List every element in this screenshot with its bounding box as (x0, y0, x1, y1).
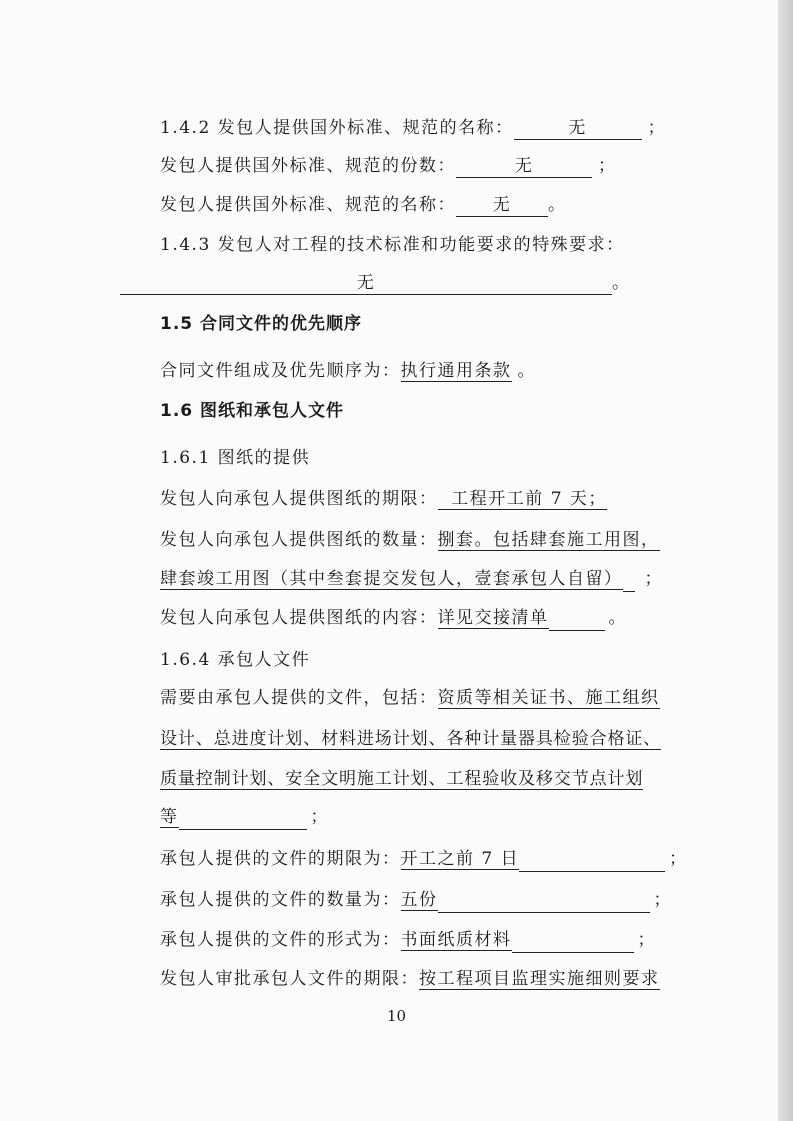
field-value: 工程开工前 7 天； (437, 489, 607, 509)
field-label: 承包人提供的文件的形式为： (160, 930, 401, 950)
field-value: 五份 (400, 890, 438, 910)
page-number: 10 (386, 1007, 407, 1025)
field-value: 无 (514, 117, 642, 140)
special-requirements-line (120, 271, 631, 295)
drawing-content-line (160, 606, 627, 631)
document-quantity-line (160, 888, 672, 913)
punctuation: 。 (517, 361, 536, 381)
field-value: 无 (456, 194, 548, 217)
field-value: 书面纸质材料 (400, 930, 512, 950)
field-value: 资质等相关证书、施工组织 (437, 688, 660, 708)
field-value: 质量控制计划、安全文明施工计划、工程验收及移交节点计划 (160, 769, 644, 789)
contractor-documents-line (160, 686, 660, 710)
blank-fill (623, 567, 635, 592)
blank-fill (438, 888, 650, 913)
clause-1-4-3-line (160, 233, 625, 257)
scan-edge-shadow (778, 0, 793, 1121)
field-label: 发包人向承包人提供图纸的内容： (160, 608, 438, 628)
field-label: 1.4.2 发包人提供国外标准、规范的名称： (160, 118, 514, 138)
field-value: 按工程项目监理实施细则要求 (419, 969, 660, 989)
section-heading-1-5: 1.5 合同文件的优先顺序 (160, 314, 363, 334)
blank-fill (512, 928, 634, 953)
document-deadline-line (160, 847, 688, 872)
drawing-quantity-line (160, 528, 660, 552)
standards-count-line (160, 154, 617, 178)
field-label: 1.4.3 发包人对工程的技术标准和功能要求的特殊要求： (160, 235, 625, 255)
field-value: 详见交接清单 (437, 608, 549, 628)
field-value: 肆套竣工用图（其中叁套提交发包人，壹套承包人自留） (160, 569, 623, 589)
field-label: 承包人提供的文件的数量为： (160, 890, 401, 910)
punctuation: ； (647, 118, 667, 138)
punctuation: ； (637, 930, 656, 950)
field-label: 发包人审批承包人文件的期限： (160, 969, 419, 989)
punctuation: 。 (608, 608, 627, 628)
punctuation: ； (310, 807, 329, 827)
punctuation: 。 (548, 195, 567, 215)
clause-1-4-2-name-line (160, 116, 666, 140)
blank-fill (549, 606, 605, 631)
contractor-documents-line-2 (160, 727, 661, 751)
blank-fill (519, 847, 665, 872)
section-heading-1-6: 1.6 图纸和承包人文件 (160, 401, 345, 421)
field-value: 无 (120, 272, 612, 295)
field-label: 需要由承包人提供的文件，包括： (160, 688, 438, 708)
punctuation: ； (653, 890, 672, 910)
field-label: 发包人提供国外标准、规范的份数： (160, 156, 456, 176)
field-label: 发包人向承包人提供图纸的数量： (160, 530, 438, 550)
standards-name-line (160, 193, 567, 217)
subsection-1-6-1: 1.6.1 图纸的提供 (160, 448, 311, 468)
field-label: 合同文件组成及优先顺序为： (160, 361, 401, 381)
contractor-documents-line-3 (160, 767, 643, 791)
field-label: 承包人提供的文件的期限为： (160, 849, 401, 869)
field-value: 等 (160, 807, 179, 827)
contractor-documents-line-4 (160, 805, 329, 830)
punctuation: 。 (612, 273, 631, 293)
subsection-1-6-4: 1.6.4 承包人文件 (160, 650, 311, 670)
contract-priority-line (160, 359, 536, 383)
approval-deadline-line (160, 967, 660, 991)
field-value: 捌套。包括肆套施工用图， (437, 530, 660, 550)
field-value: 无 (456, 155, 592, 178)
blank-fill (179, 805, 307, 830)
field-value: 执行通用条款 (400, 361, 512, 381)
punctuation: ； (669, 849, 688, 869)
field-value: 开工之前 7 日 (400, 849, 520, 869)
field-label: 发包人向承包人提供图纸的期限： (160, 489, 438, 509)
field-label: 发包人提供国外标准、规范的名称： (160, 195, 456, 215)
drawing-deadline-line (160, 487, 607, 511)
document-format-line (160, 928, 656, 953)
punctuation: ； (598, 156, 617, 176)
field-value: 设计、总进度计划、材料进场计划、各种计量器具检验合格证、 (160, 729, 662, 749)
drawing-quantity-continued-line (160, 567, 663, 592)
punctuation: ； (644, 569, 663, 589)
